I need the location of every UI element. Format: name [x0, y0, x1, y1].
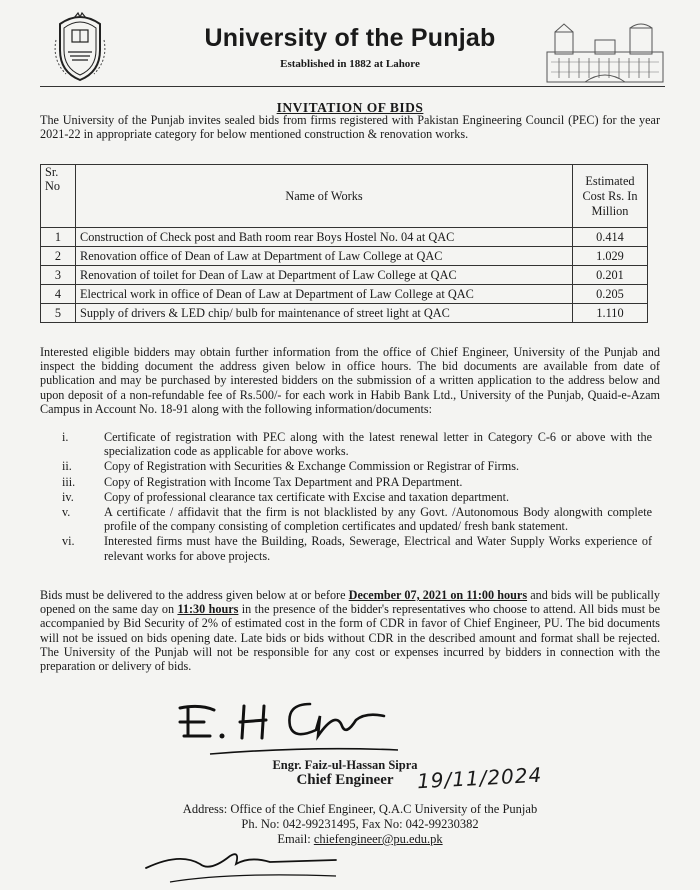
table-row [41, 285, 648, 304]
list-item-number: v. [62, 505, 71, 520]
phone-fax-line: Ph. No: 042-99231495, Fax No: 042-99230382 [241, 817, 479, 831]
list-item [62, 430, 652, 458]
bids-text: Bids must be delivered to the address given below at or before [40, 588, 349, 602]
established-subtitle: Established in 1882 at Lahore [280, 58, 420, 70]
list-item-text: A certificate / affidavit that the firm is not blacklisted by any Govt. /Autonomous Body alongwith complete profile of the company consisting of completion certificates and updated/ fresh bank statement. [104, 505, 652, 534]
intro-paragraph: The University of the Punjab invites sealed bids from firms registered with Pakistan Engineering Council (PEC) for the year 2021-22 in appropriate category for below mentioned construction & renovation works. [40, 113, 660, 142]
header-estimated-cost: Estimated Cost Rs. In Million [573, 165, 648, 228]
header-sr-no: Sr. No [41, 165, 76, 228]
table-header-row [41, 165, 648, 228]
row-cost: 0.201 [573, 266, 648, 285]
row-work-name: Renovation office of Dean of Law at Department of Law College at QAC [76, 247, 573, 266]
row-sr: 3 [41, 266, 76, 285]
table-row [41, 266, 648, 285]
row-sr: 4 [41, 285, 76, 304]
signatory-name: Engr. Faiz-ul-Hassan Sipra [272, 758, 418, 772]
list-item [62, 475, 652, 489]
table-row [41, 247, 648, 266]
list-item-text: Copy of Registration with Income Tax Department and PRA Department. [104, 474, 463, 489]
email-label: Email: [277, 832, 314, 846]
row-cost: 0.414 [573, 228, 648, 247]
row-cost: 1.029 [573, 247, 648, 266]
list-item [62, 459, 652, 473]
bids-text: and bids will be publically opened on the same day on [40, 588, 660, 617]
bid-opening-time: 11:30 hours [177, 602, 239, 617]
list-item-text: Copy of Registration with Securities & Exchange Commission or Registrar of Firms. [104, 459, 520, 474]
table-row [41, 228, 648, 247]
list-item [62, 490, 652, 504]
handwritten-date: 19/11/2024 [416, 762, 543, 794]
list-item-number: i. [62, 430, 69, 444]
bids-paragraph [40, 588, 660, 673]
university-crest-icon [52, 10, 108, 82]
row-sr: 2 [41, 247, 76, 266]
bid-deadline: December 07, 2021 on 11:00 hours [348, 588, 528, 602]
address-line: Address: Office of the Chief Engineer, Q.A.C University of the Punjab [182, 802, 538, 816]
list-item-number: iv. [62, 489, 74, 504]
list-item-text: Interested firms must have the Building, Roads, Sewerage, Electrical and Water Supply Works experience of relevant works for above projects. [104, 534, 652, 563]
list-item-text: Copy of professional clearance tax certificate with Excise and taxation department. [104, 489, 510, 504]
row-cost: 0.205 [573, 285, 648, 304]
list-item-text: Certificate of registration with PEC along with the latest renewal letter in Category C-6 or above with the specialization code as applicable for above works. [104, 430, 652, 459]
university-building-icon [545, 22, 665, 84]
row-work-name: Construction of Check post and Bath room rear Boys Hostel No. 04 at QAC [76, 228, 573, 247]
list-item [62, 505, 652, 533]
works-table [40, 164, 648, 323]
row-sr: 1 [41, 228, 76, 247]
requirements-list [62, 430, 652, 564]
university-title: University of the Punjab [204, 24, 496, 52]
row-sr: 5 [41, 304, 76, 323]
list-item-number: vi. [62, 534, 75, 549]
document-heading: INVITATION OF BIDS [276, 100, 424, 115]
table-row [41, 304, 648, 323]
initials-signature-mark [140, 838, 340, 888]
header-name-of-works: Name of Works [76, 165, 573, 228]
header-rule [40, 86, 665, 87]
row-work-name: Renovation of toilet for Dean of Law at Department of Law College at QAC [76, 266, 573, 285]
list-item [62, 534, 652, 562]
row-cost: 1.110 [573, 304, 648, 323]
email-link[interactable]: chiefengineer@pu.edu.pk [313, 832, 443, 846]
list-item-number: iii. [62, 474, 76, 489]
signature-mark [170, 690, 400, 760]
signatory-title: Chief Engineer [296, 772, 394, 788]
information-paragraph: Interested eligible bidders may obtain further information from the office of Chief Engineer, University of the Punjab and inspect the bidding document the address given below in office hours. The bid documents are available from date of publication and may be purchased by interested bidders on the submission of a written application to the address below and upon deposit of a non-refundable fee of Rs.500/- for each work in Habib Bank Ltd., University of the Punjab, Quaid-e-Azam Campus in Account No. 18-91 along with the following information/documents: [40, 345, 660, 416]
list-item-number: ii. [62, 459, 72, 474]
bids-text: in the presence of the bidder's representatives who choose to attend. All bids must be accompanied by Bid Security of 2% of estimated cost in the form of CDR in favor of Chief Engineer, PU. The bid documents will not be issued on bids opening date. Late bids or bids without CDR in the described amount and format shall be rejected. The University of the Punjab will not be responsible for any cost or expenses incurred by bidders in connection with the preparation or delivery of bids. [40, 602, 660, 674]
row-work-name: Supply of drivers & LED chip/ bulb for maintenance of street light at QAC [76, 304, 573, 323]
row-work-name: Electrical work in office of Dean of Law at Department of Law College at QAC [76, 285, 573, 304]
